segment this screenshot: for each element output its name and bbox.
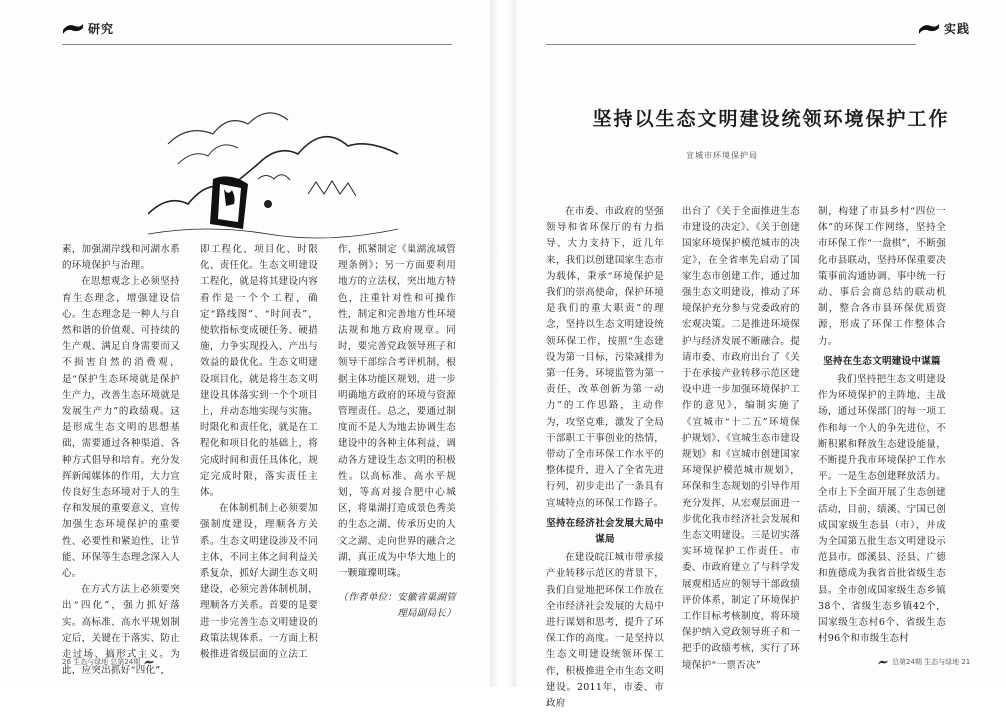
page-gutter [490,0,516,687]
magazine-logo-icon [918,21,940,37]
right-column-2 [682,204,800,674]
right-page [516,0,1006,710]
body-paragraph: 在思想观念上必须坚持育生态理念，增强建设信心。生态理念是一种人与自然和谐的价值观、可持续的生产观、满足自身需要而又不损害自然的消费观，是“保护生态环境就是保护生产力，改善生态环境就是发展生产力”的政绩观。这是形成生态文明的思想基础，需要通过各种渠道、各种方式倡导和培育。充分发挥新闻媒体的作用，大力宣传良好生态环境对于人的生存和发展的重要意义，宣传加强生态环境保护的重要性、必要性和紧迫性，让节能、环保等生态理念深入人心。 [62,276,180,580]
body-paragraph: 即工程化、项目化、时限化、责任化。生态文明建设工程化，就是将其建设内容看作是一个个工程，确定“路线图”、“时间表”，使软指标变成硬任务、硬措施，力争实现投入、产出与效益的最优化。生态文明建设项目化，就是将生态文明建设具体落实到一个个项目上，并动态地实现与实施。时限化和责任化，就是在工程化和项目化的基础上，将完成时间和责任具体化，规定完成时限，落实责任主体。 [200,244,318,499]
right-page-header [918,20,970,37]
article-author: 宣城市环境保护局 [686,151,758,160]
header-rule [546,44,916,45]
body-paragraph: 在体制机制上必须要加强制度建设，理顺各方关系。生态文明建设涉及不同主体，不同主体之间利益关系复杂，抓好大湖生态文明建设，必须完善体制机制，理顺各方关系。首要的是要进一步完善生态文明建设的政策法规体系。一方面上积极推进省级层面的立法工 [200,503,318,661]
section-label: 实践 [944,22,971,36]
left-column-3 [338,242,456,623]
subsection-heading: 坚持在经济社会发展大局中谋局 [546,517,664,546]
right-page-footer [878,657,970,667]
footer-logo-icon [144,659,154,666]
left-column-2 [200,242,318,663]
left-page [0,0,490,687]
body-paragraph: 制，构建了市县乡村“四位一体”的环保工作网络，坚持全市环保工作“一盘棋”，不断强化市县联动，坚持环保重要决策事前沟通协调、事中统一行动、事后会商总结的联动机制，整合各市县环保优质资源，形成了环保工作整体合力。 [818,206,946,347]
section-label: 研究 [88,22,115,36]
left-page-footer [62,657,154,667]
author-signature: （作者单位：安徽省巢湖管理局副局长） [338,592,456,620]
article-title: 坚持以生态文明建设统领环境保护工作 [592,108,950,130]
right-column-1 [546,204,664,712]
body-paragraph: 在方式方法上必须要突出“四化”，强力抓好落实。高标准、高水平规划制定后，关键在于落实、防止走过场、搞形式主义。为此，应突出抓好“四化”， [62,584,180,677]
footer-logo-icon [878,659,888,666]
body-paragraph: 在建设皖江城市带承接产业转移示范区的背景下，我们自觉地把环保工作放在全市经济社会发展的大局中进行谋划和思考，提升了环保工作的高度。一是坚持以生态文明建设统领环保工作，积极推进全市生态文明建设。2011年，市委、市政府 [546,552,664,710]
body-paragraph: 出台了《关于全面推进生态市建设的决定》、《关于创建国家环境保护模范城市的决定》，在全省率先启动了国家生态市创建工作，通过加强生态文明建设，推动了环境保护充分参与党委政府的宏观决策。二是推进环境保护与经济发展不断融合。提请市委、市政府出台了《关于在承接产业转移示范区建设中进一步加强环境保护工作的意见》，编制实施了《宣城市“十二五”环境保护规划》、《宣城生态市建设规划》和《宣城市创建国家环境保护模范城市规划》，环保和生态规划的引导作用充分发挥，从宏观层面进一步优化我市经济社会发展和生态文明建设。三是切实落实环境保护工作责任。市委、市政府建立了与科学发展观相适应的领导干部政绩评价体系，制定了环境保护工作目标考核制度，将环境保护纳入党政领导班子和一把手的政绩考核，实行了环境保护“一票否决” [682,206,800,671]
left-page-header [62,20,114,37]
right-column-3 [818,204,946,647]
ink-landscape-illustration [148,84,398,244]
body-paragraph: 在市委、市政府的坚强领导和省环保厅的有力指导、大力支持下，近几年来，我们以创建国家生态市为载体，秉承“环境保护是我们的崇高使命，保护环境是我们的重大职责”的理念，坚持以生态文明建设统领环保工作，按照“生态建设为第一目标，污染减排为第一任务，环境监管为第一责任，改革创新为第一动力”的工作思路，主动作为，攻坚克难，激发了全局干部职工干事创业的热情，带动了全市环保工作水平的整体提升，进入了全省先进行列，初步走出了一条具有宣城特点的环保工作路子。 [546,206,664,509]
left-column-1 [62,242,180,679]
header-rule [62,44,452,45]
subsection-heading: 坚持在生态文明建设中谋篇 [823,355,941,367]
body-paragraph: 我们坚持把生态文明建设作为环境保护的主阵地、主战场，通过环保部门的每一项工作和每一个人的争先进位，不断积累和释放生态建设能量，不断提升我市环境保护工作水平。一是生态创建释放活力。全市上下全面开展了生态创建活动，目前，绩溪、宁国已创成国家级生态县（市），并成为全国第五批生态文明建设示范县市。郎溪县、泾县、广德和旌德成为我省首批省级生态县。全市创成国家级生态乡镇38个、省级生态乡镇42个，国家级生态村6个、省级生态村96个和市级生态村 [818,374,946,645]
page-footer-text: 26 生态与绿地 总第24期 [62,658,141,666]
magazine-logo-icon [62,21,84,37]
body-paragraph: 作，抓紧制定《巢湖流域管理条例》；另一方面要利用地方的立法权，突出地方特色，注重针对性和可操作性，制定和完善地方性环境法规和地方政府规章。同时，要完善党政领导班子和领导干部综合考评机制，根据主体功能区规划，进一步明确地方政府的环境与资源管理责任。总之，要通过制度而不是人为地去协调生态建设中的各种主体利益，调动各方建设生态文明的积极性。以高标准、高水平规划，等高对接合肥中心城区，将巢湖打造成景色秀美的生态之湖、传承历史的人文之湖、走向世界的融合之湖，真正成为中华大地上的一颗璀璨明珠。 [338,244,456,580]
body-paragraph: 素，加强湖岸线和河湖水系的环境保护与治理。 [62,244,180,272]
page-footer-text: 总第24期 生态与绿地 21 [892,658,971,666]
